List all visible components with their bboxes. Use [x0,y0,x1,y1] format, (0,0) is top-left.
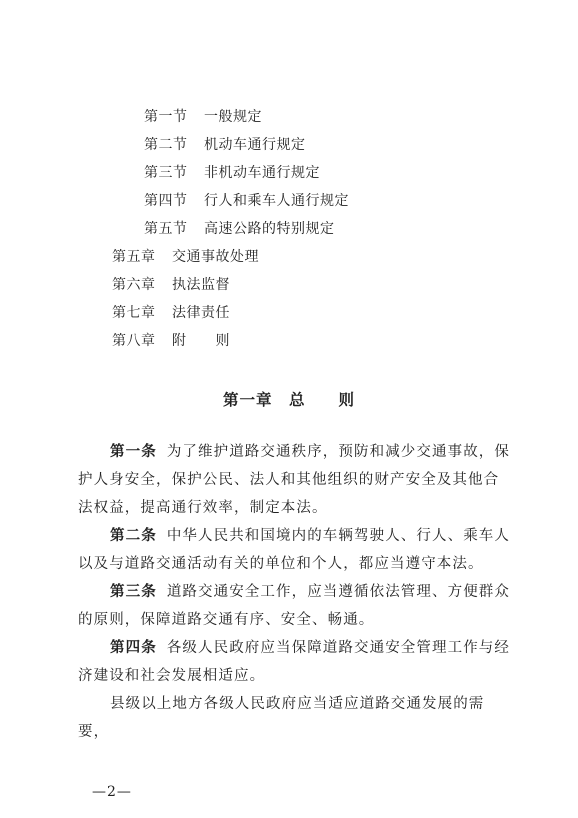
toc-section-number: 第五节 [144,221,188,237]
toc-chapter-number: 第七章 [112,305,156,321]
toc-section-title: 机动车通行规定 [204,137,306,153]
toc-section-title: 一般规定 [204,109,262,125]
article-label: 第一条 [110,444,157,460]
page-number: —2— [92,784,132,800]
toc-chapter-7 [112,304,230,322]
toc-section-title: 高速公路的特别规定 [204,221,335,237]
toc-section-2 [144,136,306,154]
article-3 [78,578,512,634]
article-text: 为了维护道路交通秩序，预防和减少交通事故，保护人身安全，保护公民、法人和其他组织的财产安全及其他合法权益，提高通行效率，制定本法。 [78,444,511,516]
continuation-paragraph [78,690,512,746]
toc-chapter-number: 第六章 [112,277,156,293]
article-text: 中华人民共和国境内的车辆驾驶人、行人、乘车人以及与道路交通活动有关的单位和个人，都应当遵守本法。 [78,528,511,572]
toc-section-4 [144,192,349,210]
toc-section-number: 第二节 [144,137,188,153]
toc-chapter-title: 交通事故处理 [172,249,259,265]
article-1 [78,438,512,522]
article-text: 道路交通安全工作，应当遵循依法管理、方便群众的原则，保障道路交通有序、安全、畅通。 [78,584,511,628]
article-text: 各级人民政府应当保障道路交通安全管理工作与经济建设和社会发展相适应。 [78,640,511,684]
toc-chapter-6 [112,276,230,294]
toc-chapter-title: 法律责任 [172,305,230,321]
toc-chapter-number: 第八章 [112,333,156,349]
paragraph-text: 县级以上地方各级人民政府应当适应道路交通发展的需要， [78,696,485,740]
article-2 [78,522,512,578]
toc-section-5 [144,220,335,238]
toc-chapter-title: 执法监督 [172,277,230,293]
toc-section-1 [144,108,262,126]
article-label: 第四条 [110,640,157,656]
article-label: 第二条 [110,528,157,544]
toc-section-number: 第三节 [144,165,188,181]
chapter-heading: 第一章 总 则 [222,391,355,409]
toc-section-title: 非机动车通行规定 [204,165,320,181]
toc-section-number: 第一节 [144,109,188,125]
toc-section-number: 第四节 [144,193,188,209]
toc-section-title: 行人和乘车人通行规定 [204,193,349,209]
toc-chapter-title: 附 则 [172,333,230,349]
article-4 [78,634,512,690]
toc-chapter-number: 第五章 [112,249,156,265]
toc-chapter-8 [112,332,230,350]
article-label: 第三条 [110,584,157,600]
toc-chapter-5 [112,248,259,266]
toc-section-3 [144,164,320,182]
